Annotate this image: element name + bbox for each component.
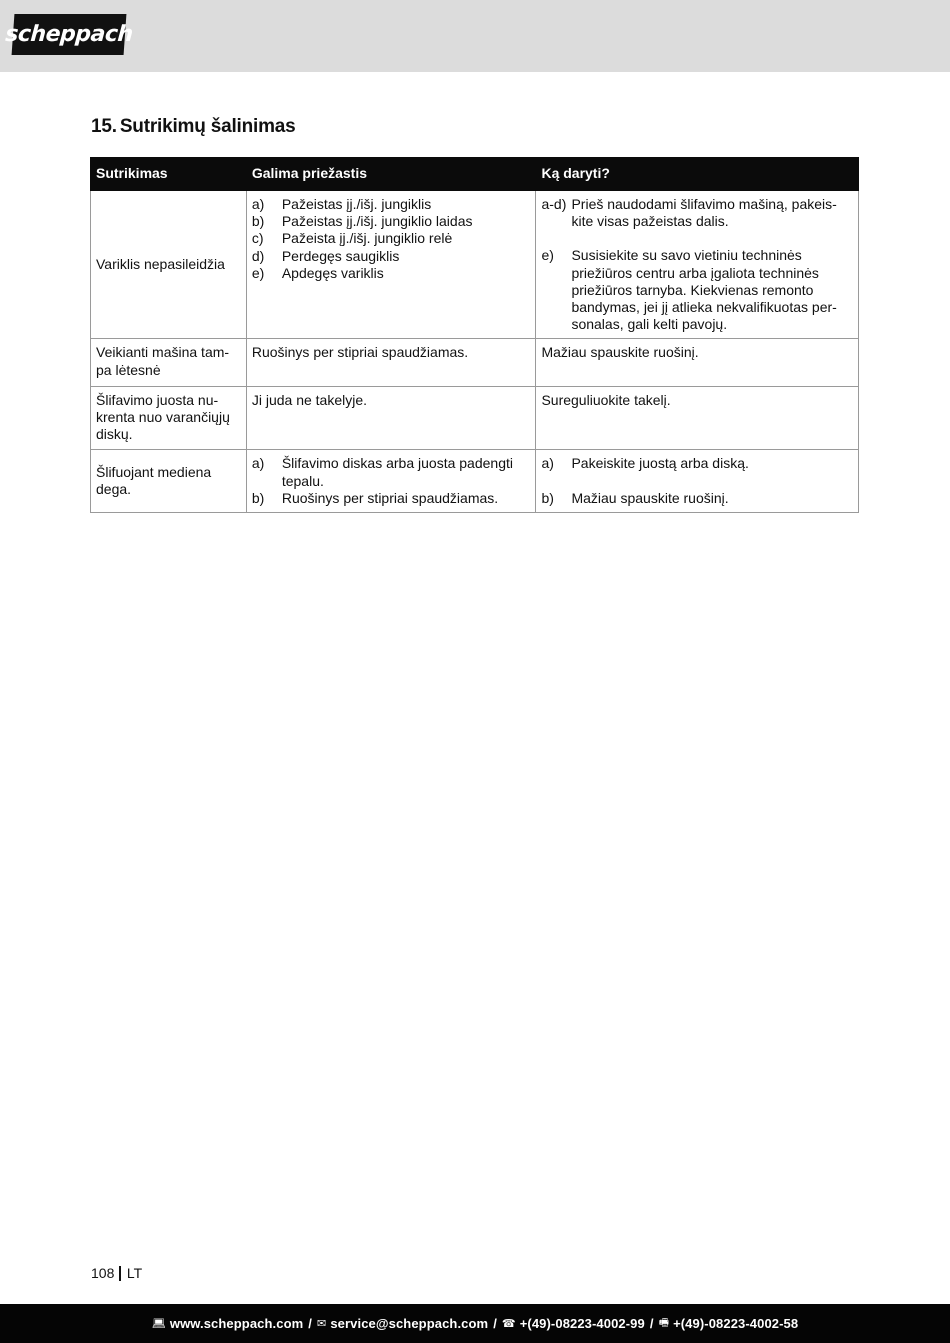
list-item: a) Pažeistas įj./išj. jungiklis (251, 196, 432, 212)
computer-icon: 💻︎ (151, 1318, 166, 1330)
table-row (91, 339, 859, 386)
phone-number: +(49)-08223-4002-99 (519, 1316, 645, 1331)
table-row (91, 191, 859, 339)
table-row (91, 450, 859, 513)
list-item: b) Ruošinys per stipriai spaudžiamas. (251, 489, 499, 506)
cause-cell: Ji juda ne takelyje. (246, 386, 536, 450)
page-number-footer (91, 1265, 142, 1281)
page-number-divider (119, 1266, 121, 1281)
fax-number: +(49)-08223-4002-58 (673, 1316, 799, 1331)
list-item: a) Pakeiskite juostą arba diską. (541, 455, 749, 472)
list-item: a-d) Prieš naudodami šlifavimo mašiną, pakeis-kite visas pažeistas dalis. (541, 196, 837, 230)
header-problem: Sutrikimas (91, 158, 247, 191)
email-link[interactable]: service@scheppach.com (330, 1316, 489, 1331)
header-cause: Galima priežastis (246, 158, 536, 191)
cause-cell (246, 450, 536, 513)
problem-cell: Šlifuojant mediena dega. (91, 450, 247, 513)
page-title (91, 116, 296, 138)
list-item: e) Susisiekite su savo vietiniu techninės priežiūros centru arba įgaliota techninės priežiūros tarnyba. Kiekvienas remonto bandymas, jei jį atlieka nekvalifikuotas per-sonalas, gali kelti pavojų. (541, 247, 837, 333)
problem-cell: Šlifavimo juosta nu-krenta nuo varančiųjų diskų. (91, 386, 247, 450)
header-action: Ką daryti? (536, 158, 859, 191)
action-cell (536, 450, 859, 513)
scheppach-logo: scheppach (12, 14, 127, 55)
page-number: 108 (91, 1265, 115, 1281)
cause-cell (246, 191, 536, 339)
troubleshooting-table (90, 157, 859, 513)
list-item: c) Pažeista įj./išj. jungiklio relė (251, 230, 453, 247)
action-cell: Mažiau spauskite ruošinį. (536, 339, 859, 386)
cause-cell: Ruošinys per stipriai spaudžiamas. (246, 339, 536, 386)
list-item: a) Šlifavimo diskas arba juosta padengti tepalu. (251, 455, 513, 489)
section-title: Sutrikimų šalinimas (119, 116, 296, 137)
website-link[interactable]: www.scheppach.com (169, 1316, 304, 1331)
language-code: LT (126, 1265, 143, 1281)
list-item: b) Pažeistas įj./išj. jungiklio laidas (251, 213, 473, 230)
mail-icon: ✉︎ (317, 1318, 327, 1330)
section-number: 15. (91, 116, 117, 137)
list-item: b) Mažiau spauskite ruošinį. (541, 489, 729, 506)
fax-icon: 🖷︎ (658, 1317, 670, 1329)
list-item: e) Apdegęs variklis (251, 264, 384, 281)
table-header-row (91, 158, 859, 191)
contact-footer-bar: 💻︎ www.scheppach.com / ✉︎ service@scheppach.com / ☎︎ +(49)-08223-4002-99 / 🖷︎ +(49)-08223-4002-58 (0, 1304, 950, 1343)
phone-icon: ☎︎ (501, 1318, 516, 1330)
problem-cell: Variklis nepasileidžia (91, 191, 247, 339)
action-cell (536, 191, 859, 339)
problem-cell: Veikianti mašina tam-pa lėtesnė (91, 339, 247, 386)
header-band (0, 0, 950, 72)
list-item: d) Perdegęs saugiklis (251, 247, 400, 264)
table-row (91, 386, 859, 450)
action-cell: Sureguliuokite takelį. (536, 386, 859, 450)
